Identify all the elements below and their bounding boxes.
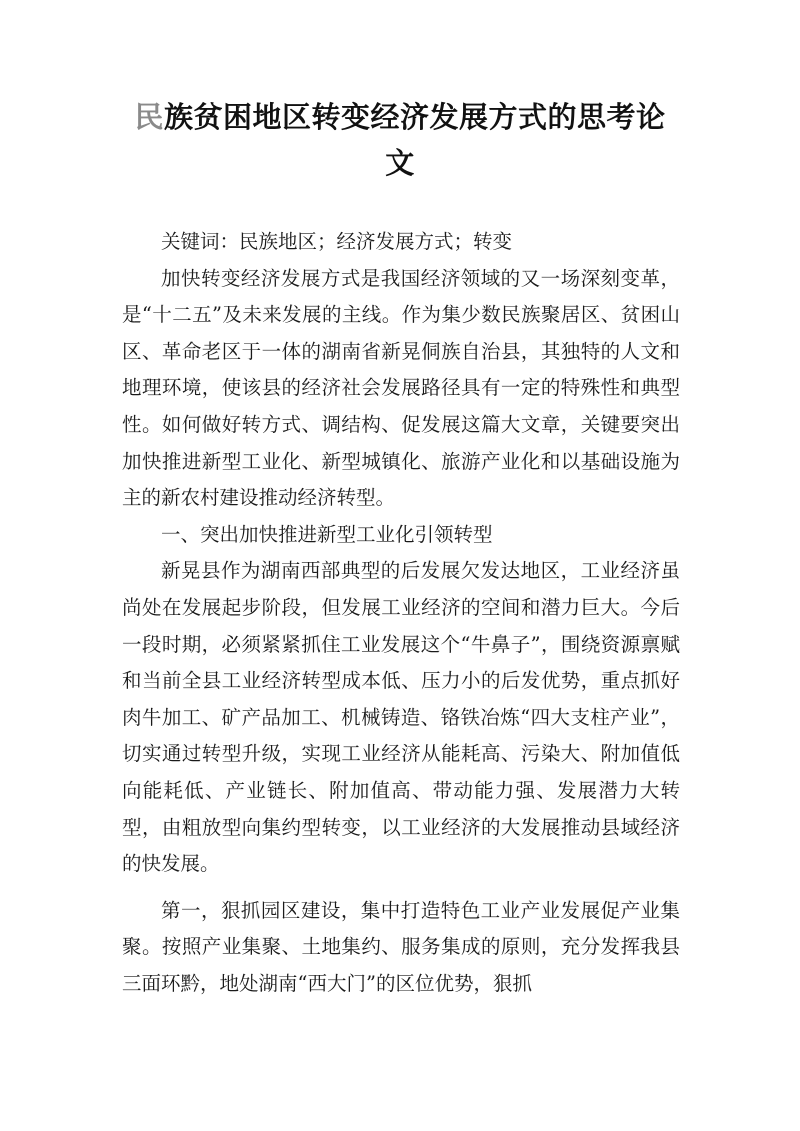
keywords-line: 关键词：民族地区；经济发展方式；转变 [161,230,513,253]
title-text: 族贫困地区转变经济发展方式的思考论文 [164,100,666,180]
document-body [122,224,680,1002]
paragraph-first-point: 第一，狠抓园区建设，集中打造特色工业产业发展促产业集聚。按照产业集聚、土地集约、服务集成的原则，充分发挥我县三面环黔，地处湖南“西大门”的区位优势，狠抓 [122,898,680,995]
document-title [120,94,680,186]
paragraph-intro: 加快转变经济发展方式是我国经济领域的又一场深刻变革，是“十二五”及未来发展的主线。作为集少数民族聚居区、贫困山区、革命老区于一体的湖南省新晃侗族自治县，其独特的人文和地理环境，使该县的经济社会发展路径具有一定的特殊性和典型性。如何做好转方式、调结构、促发展这篇大文章，关键要突出加快推进新型工业化、新型城镇化、旅游产业化和以基础设施为主的新农村建设推动经济转型。 [122,266,680,510]
paragraph-industrialization: 新晃县作为湖南西部典型的后发展欠发达地区，工业经济虽尚处在发展起步阶段，但发展工业经济的空间和潜力巨大。今后一段时期，必须紧紧抓住工业发展这个“牛鼻子”，围绕资源禀赋和当前全县工业经济转型成本低、压力小的后发优势，重点抓好肉牛加工、矿产品加工、机械铸造、铬铁冶炼“四大支柱产业”，切实通过转型升级，实现工业经济从能耗高、污染大、附加值低向能耗低、产业链长、附加值高、带动能力强、发展潜力大转型，由粗放型向集约型转变，以工业经济的大发展推动县域经济的快发展。 [122,559,680,876]
title-first-char: 民 [134,100,164,134]
section-heading-1: 一、突出加快推进新型工业化引领转型 [161,522,493,546]
